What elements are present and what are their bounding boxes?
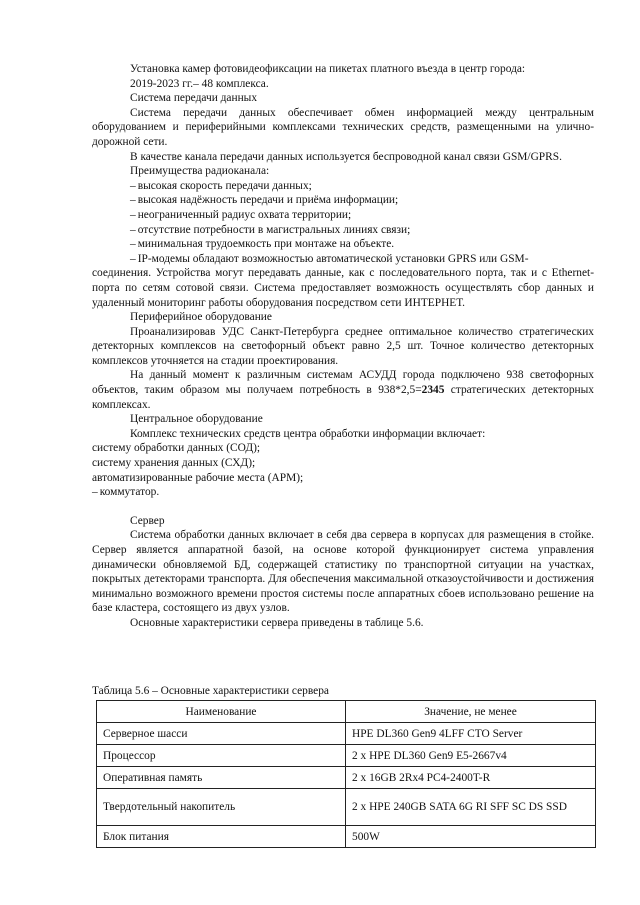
- column-header: Значение, не менее: [346, 701, 596, 723]
- paragraph: В качестве канала передачи данных используется беспроводной канал связи GSM/GPRS.: [130, 150, 562, 163]
- spacer: [92, 500, 594, 514]
- paragraph: Система обработки данных включает в себя два сервера в корпусах для размещения в стойке. Сервер является аппаратной базой, на основе которой функционирует система управления динамически обновляемой БД, содержащей статистику по транспортной ситуации на участках, покрытых детекторами транспорта. Для обеспечения максимальной отказоустойчивости и достижения минимально возможного времени простоя системы после аппаратных сбоев использовано решение на базе кластера, состоящего из двух узлов.: [92, 529, 594, 615]
- section-heading: Периферийное оборудование: [130, 311, 272, 324]
- table-cell: 2 x HPE DL360 Gen9 E5-2667v4: [346, 745, 596, 767]
- table-row: [97, 826, 596, 848]
- table-header-row: [97, 701, 596, 723]
- paragraph: Проанализировав УДС Санкт-Петербурга среднее оптимальное количество стратегических детекторных комплексов на светофорный объект равно 2,5 шт. Точное количество детекторных комплексов уточняется на стадии проектирования.: [92, 325, 594, 367]
- paragraph: Установка камер фотовидеофиксации на пикетах платного въезда в центр города:: [130, 63, 526, 75]
- table-row: [97, 789, 596, 826]
- list-item: систему хранения данных (СХД);: [92, 457, 256, 470]
- emphasis-number: 2345: [421, 384, 445, 397]
- paragraph: [92, 368, 594, 412]
- list-item: автоматизированные рабочие места (АРМ);: [92, 471, 304, 484]
- table-cell: Серверное шасси: [97, 723, 346, 745]
- table-cell: Процессор: [97, 745, 346, 767]
- table-cell: Твердотельный накопитель: [97, 789, 346, 826]
- table-cell: 500W: [346, 826, 596, 848]
- list-item: – высокая скорость передачи данных;: [92, 179, 594, 194]
- table-row: [97, 767, 596, 789]
- paragraph: Преимущества радиоканала:: [130, 165, 270, 178]
- list-item: систему обработки данных (СОД);: [92, 442, 261, 455]
- list-item: – IP-модемы обладают возможностью автоматической установки GPRS или GSM-: [92, 252, 594, 267]
- paragraph: Система передачи данных обеспечивает обмен информацией между центральным оборудованием и периферийными комплексами технических средств, размещенными на улично-дорожной сети.: [92, 106, 594, 148]
- table-cell: 2 x 16GB 2Rx4 PC4-2400T-R: [346, 767, 596, 789]
- list-item: – высокая надёжность передачи и приёма информации;: [92, 193, 594, 208]
- table-cell: HPE DL360 Gen9 4LFF CTO Server: [346, 723, 596, 745]
- paragraph-text: На данный момент к различным системам АСУДД города подключено 938 светофорных объектов, таким образом мы получаем потребность в 938*2,5=: [92, 369, 594, 397]
- column-header: Наименование: [97, 701, 346, 723]
- table-cell: Оперативная память: [97, 767, 346, 789]
- table-cell: Блок питания: [97, 826, 346, 848]
- list-item: – минимальная трудоемкость при монтаже на объекте.: [92, 237, 594, 252]
- document-body: [92, 62, 594, 631]
- paragraph: Основные характеристики сервера приведены в таблице 5.6.: [130, 616, 424, 629]
- paragraph: соединения. Устройства могут передавать данные, как с последовательного порта, так и с Ethernet-порта по сетям сотовой связи. Система предоставляет возможность осуществлять сбор данных и удаленный мониторинг работы оборудования посредством сети ИНТЕРНЕТ.: [92, 267, 594, 309]
- section-heading: Система передачи данных: [130, 92, 258, 105]
- table-caption: Таблица 5.6 – Основные характеристики сервера: [92, 685, 329, 697]
- server-specs-table: [96, 700, 596, 848]
- list-item: – коммутатор.: [92, 485, 594, 500]
- table-row: [97, 745, 596, 767]
- list-item: – неограниченный радиус охвата территории;: [92, 208, 594, 223]
- paragraph-text: стратегических детекторных комплексах.: [92, 384, 594, 411]
- table-row: [97, 723, 596, 745]
- paragraph: Комплекс технических средств центра обработки информации включает:: [130, 427, 486, 440]
- paragraph: 2019-2023 гг.– 48 комплекса.: [130, 77, 269, 90]
- table-cell: 2 x HPE 240GB SATA 6G RI SFF SC DS SSD: [346, 789, 596, 826]
- list-item: – отсутствие потребности в магистральных линиях связи;: [92, 223, 594, 238]
- section-heading: Сервер: [130, 514, 165, 527]
- section-heading: Центральное оборудование: [130, 413, 263, 426]
